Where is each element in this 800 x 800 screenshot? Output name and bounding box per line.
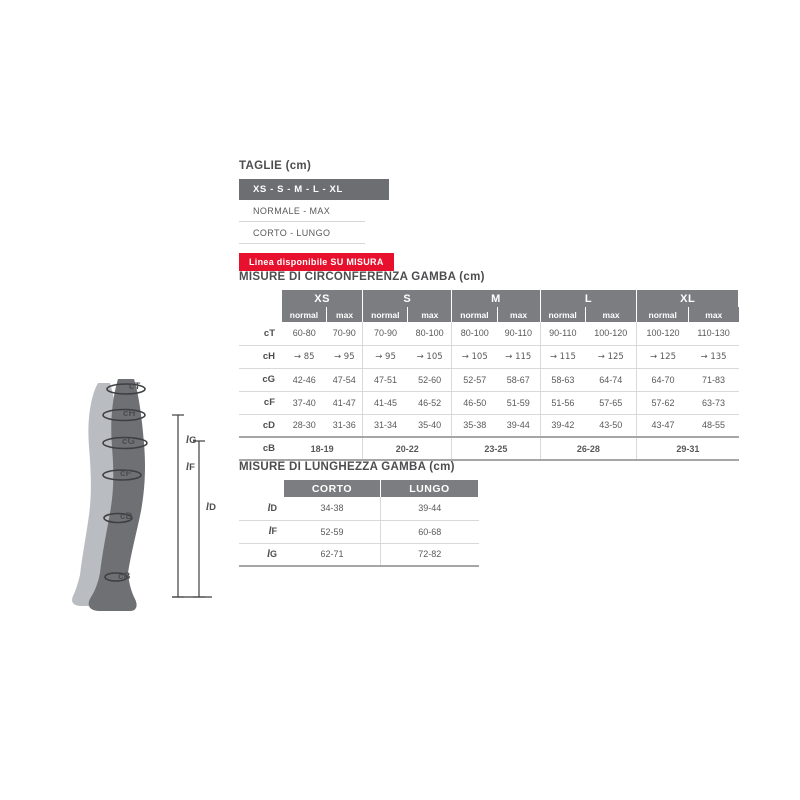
- circumference-tbody: [239, 322, 739, 460]
- length-table: [239, 480, 479, 567]
- length-header-corto: CORTO: [284, 480, 380, 497]
- sub-s-normal: normal: [363, 307, 408, 322]
- cell-cD-xl-normal: 43-47: [637, 414, 689, 437]
- cell-cT-xl-max: 110-130: [689, 322, 739, 345]
- cell-cT-m-max: 90-110: [497, 322, 540, 345]
- cell-cH-l-max: → 125: [585, 345, 637, 368]
- sizes-line-normale-max: NORMALE - MAX: [239, 200, 365, 222]
- sizes-bar: XS - S - M - L - XL: [239, 179, 389, 200]
- row-label-cH: cH: [239, 345, 282, 368]
- table-row: [239, 414, 739, 437]
- sub-l-max: max: [585, 307, 637, 322]
- size-header-xs: XS: [282, 290, 363, 307]
- tables-column: [239, 160, 739, 567]
- cell-cH-xl-normal: → 125: [637, 345, 689, 368]
- cell-cH-s-max: → 105: [408, 345, 452, 368]
- cell-cH-xs-normal: → 85: [282, 345, 326, 368]
- length-header-lungo: LUNGO: [380, 480, 478, 497]
- cell-cB-xs: 18-19: [282, 437, 363, 460]
- cell-cH-s-normal: → 95: [363, 345, 408, 368]
- cell-cD-xs-normal: 28-30: [282, 414, 326, 437]
- circumference-size-header-row: [239, 290, 739, 307]
- corner-blank: [239, 290, 282, 307]
- cell-lG-corto: 62-71: [284, 543, 380, 566]
- size-header-s: S: [363, 290, 452, 307]
- cell-cB-s: 20-22: [363, 437, 452, 460]
- sub-xs-normal: normal: [282, 307, 326, 322]
- length-header-row: [239, 480, 479, 497]
- cell-cF-m-max: 51-59: [497, 391, 540, 414]
- length-thead: [239, 480, 479, 497]
- cell-cD-s-normal: 31-34: [363, 414, 408, 437]
- label-lD: lD: [206, 502, 217, 513]
- cell-cF-xs-normal: 37-40: [282, 391, 326, 414]
- cell-cF-s-normal: 41-45: [363, 391, 408, 414]
- sub-xs-max: max: [326, 307, 362, 322]
- corner-blank-2: [239, 307, 282, 322]
- cell-cH-m-normal: → 105: [452, 345, 497, 368]
- label-cB: cB: [118, 571, 131, 582]
- table-row: [239, 391, 739, 414]
- row-label-lD: lD: [239, 497, 284, 520]
- cell-cG-xs-normal: 42-46: [282, 368, 326, 391]
- cell-cD-xl-max: 48-55: [689, 414, 739, 437]
- sub-xl-normal: normal: [637, 307, 689, 322]
- cell-cH-m-max: → 115: [497, 345, 540, 368]
- cell-cD-m-normal: 35-38: [452, 414, 497, 437]
- label-lF: lF: [186, 462, 196, 473]
- label-cD: cD: [120, 511, 133, 522]
- table-row: [239, 437, 739, 460]
- length-tbody: [239, 497, 479, 566]
- cell-cF-l-max: 57-65: [585, 391, 637, 414]
- cell-cT-s-max: 80-100: [408, 322, 452, 345]
- cell-lD-corto: 34-38: [284, 497, 380, 520]
- cell-lF-corto: 52-59: [284, 520, 380, 543]
- sub-m-normal: normal: [452, 307, 497, 322]
- size-header-xl: XL: [637, 290, 739, 307]
- cell-cB-l: 26-28: [540, 437, 637, 460]
- cell-cB-xl: 29-31: [637, 437, 739, 460]
- cell-cH-xs-max: → 95: [326, 345, 362, 368]
- cell-cG-xs-max: 47-54: [326, 368, 362, 391]
- cell-cG-xl-max: 71-83: [689, 368, 739, 391]
- row-label-cB: cB: [239, 437, 282, 460]
- cell-cD-l-max: 43-50: [585, 414, 637, 437]
- cell-cD-xs-max: 31-36: [326, 414, 362, 437]
- cell-cT-xl-normal: 100-120: [637, 322, 689, 345]
- cell-cD-m-max: 39-44: [497, 414, 540, 437]
- sub-l-normal: normal: [540, 307, 585, 322]
- cell-cD-l-normal: 39-42: [540, 414, 585, 437]
- cell-cT-s-normal: 70-90: [363, 322, 408, 345]
- cell-cG-s-normal: 47-51: [363, 368, 408, 391]
- cell-cG-xl-normal: 64-70: [637, 368, 689, 391]
- row-label-cD: cD: [239, 414, 282, 437]
- cell-cF-xl-max: 63-73: [689, 391, 739, 414]
- label-cF: cF: [120, 468, 132, 479]
- row-label-lG: lG: [239, 543, 284, 566]
- length-corner-blank: [239, 480, 284, 497]
- cell-cT-l-max: 100-120: [585, 322, 637, 345]
- table-row: [239, 368, 739, 391]
- circumference-table: [239, 290, 739, 461]
- cell-cF-s-max: 46-52: [408, 391, 452, 414]
- cell-cT-l-normal: 90-110: [540, 322, 585, 345]
- cell-cG-s-max: 52-60: [408, 368, 452, 391]
- row-label-cF: cF: [239, 391, 282, 414]
- cell-cF-l-normal: 51-56: [540, 391, 585, 414]
- cell-lF-lungo: 60-68: [380, 520, 478, 543]
- cell-cT-xs-max: 70-90: [326, 322, 362, 345]
- cell-cT-xs-normal: 60-80: [282, 322, 326, 345]
- cell-lD-lungo: 39-44: [380, 497, 478, 520]
- size-header-m: M: [452, 290, 540, 307]
- badge-prefix: Linea disponibile: [249, 257, 331, 267]
- label-cT: cT: [129, 381, 141, 392]
- row-label-cG: cG: [239, 368, 282, 391]
- cell-cG-l-max: 64-74: [585, 368, 637, 391]
- label-cH: cH: [123, 408, 136, 419]
- sizes-title: TAGLIE (cm): [239, 160, 312, 172]
- row-label-cT: cT: [239, 322, 282, 345]
- cell-cG-m-normal: 52-57: [452, 368, 497, 391]
- cell-cF-xl-normal: 57-62: [637, 391, 689, 414]
- circumference-sub-header-row: [239, 307, 739, 322]
- sub-s-max: max: [408, 307, 452, 322]
- cell-cH-xl-max: → 135: [689, 345, 739, 368]
- cell-cT-m-normal: 80-100: [452, 322, 497, 345]
- sub-xl-max: max: [689, 307, 739, 322]
- table-row: [239, 543, 479, 566]
- table-row: [239, 322, 739, 345]
- cell-cF-xs-max: 41-47: [326, 391, 362, 414]
- cell-lG-lungo: 72-82: [380, 543, 478, 566]
- badge-strong: SU MISURA: [330, 257, 384, 267]
- circumference-thead: [239, 290, 739, 322]
- cell-cG-l-normal: 58-63: [540, 368, 585, 391]
- cell-cF-m-normal: 46-50: [452, 391, 497, 414]
- label-cG: cG: [122, 436, 136, 447]
- sizes-line-corto-lungo: CORTO - LUNGO: [239, 222, 365, 244]
- length-title: MISURE DI LUNGHEZZA GAMBA (cm): [239, 461, 455, 473]
- label-lG: lG: [186, 435, 197, 446]
- cell-cD-s-max: 35-40: [408, 414, 452, 437]
- table-row: [239, 497, 479, 520]
- cell-cG-m-max: 58-67: [497, 368, 540, 391]
- leg-illustration: [60, 375, 240, 630]
- cell-cB-m: 23-25: [452, 437, 540, 460]
- table-row: [239, 345, 739, 368]
- cell-cH-l-normal: → 115: [540, 345, 585, 368]
- sub-m-max: max: [497, 307, 540, 322]
- custom-line-badge: [239, 253, 394, 271]
- size-header-l: L: [540, 290, 637, 307]
- table-row: [239, 520, 479, 543]
- circumference-title: MISURE DI CIRCONFERENZA GAMBA (cm): [239, 271, 485, 283]
- row-label-lF: lF: [239, 520, 284, 543]
